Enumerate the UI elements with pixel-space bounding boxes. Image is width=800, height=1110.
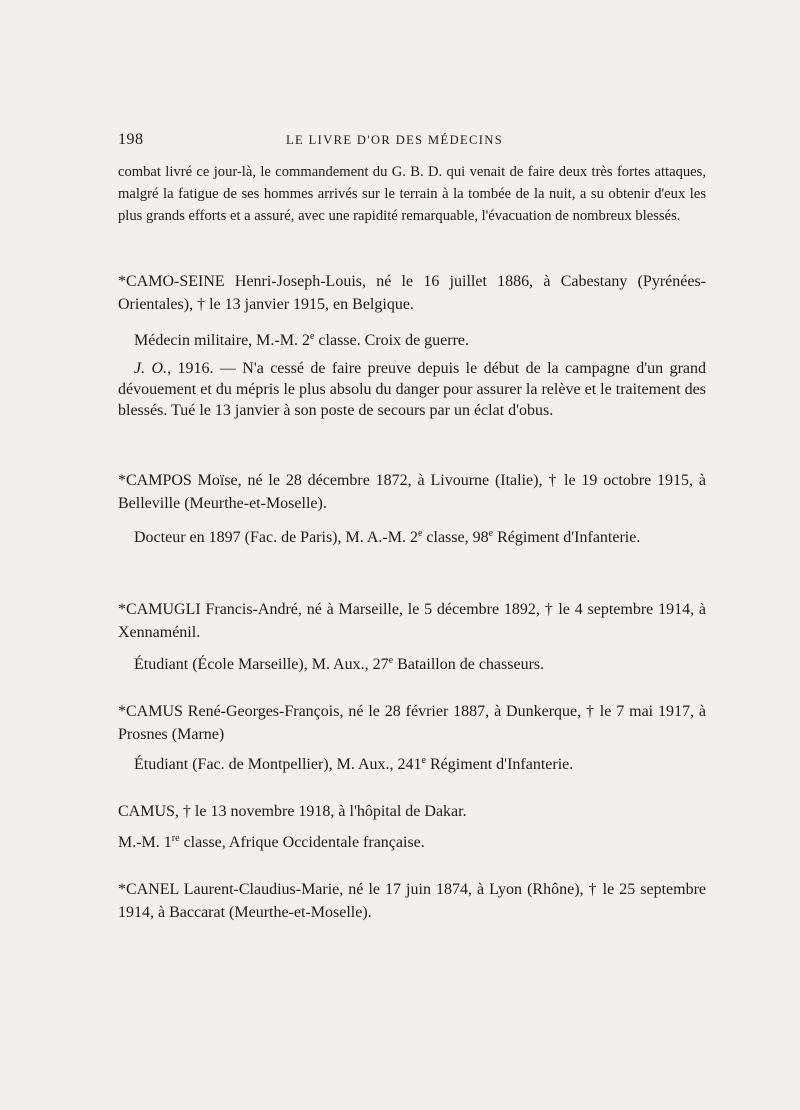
entry-camo-seine-citation — [118, 358, 706, 421]
service-text: classe. Croix de guerre. — [314, 332, 470, 349]
citation-text: , 1916. — N'a cessé de faire preuve depuis le début de la campagne d'un grand dévouement et du mépris le plus absolu du danger pour assurer la relève et le traitement des blessés. Tué le 13 janvier à son poste de secours par un éclat d'obus. — [118, 360, 706, 419]
service-text: Régiment d'Infanterie. — [493, 529, 641, 546]
entry-campos-heading: *CAMPOS Moïse, né le 28 décembre 1872, à Livourne (Italie), † le 19 octobre 1915, à Belleville (Meurthe-et-Moselle). — [118, 472, 706, 512]
superscript: e — [421, 755, 426, 766]
entry-canel-heading: *CANEL Laurent-Claudius-Marie, né le 17 juin 1874, à Lyon (Rhône), † le 25 septembre 1914, à Baccarat (Meurthe-et-Moselle). — [118, 881, 706, 921]
service-text: Médecin militaire, M.-M. 2 — [134, 332, 310, 349]
entry-camo-seine-heading: *CAMO-SEINE Henri-Joseph-Louis, né le 16 juillet 1886, à Cabestany (Pyrénées-Orientales), † le 13 janvier 1915, en Belgique. — [118, 273, 706, 313]
superscript: e — [417, 528, 423, 539]
service-text: Bataillon de chasseurs. — [393, 656, 545, 673]
entry-camugli-heading: *CAMUGLI Francis-André, né à Marseille, le 5 décembre 1892, † le 4 septembre 1914, à Xennaménil. — [118, 601, 706, 641]
service-text: Étudiant (Fac. de Montpellier), M. Aux., 241 — [134, 756, 422, 773]
superscript: e — [309, 331, 315, 342]
service-text: M.-M. 1 — [118, 834, 172, 851]
superscript: e — [388, 655, 394, 666]
page-header — [118, 131, 704, 153]
service-text: classe, 98 — [422, 529, 489, 546]
entry-camugli-service — [118, 650, 706, 677]
service-text: classe, Afrique Occidentale française. — [179, 834, 425, 851]
entry-camo-seine-service — [118, 326, 706, 353]
service-text: Régiment d'Infanterie. — [425, 756, 574, 773]
service-text: Docteur en 1897 (Fac. de Paris), M. A.-M. 2 — [134, 529, 418, 546]
citation-reference: J. O. — [134, 360, 168, 377]
entry-camus-rene-service — [118, 750, 706, 777]
entry-camus-service — [118, 828, 706, 855]
continuation-paragraph: combat livré ce jour-là, le commandement du G. B. D. qui venait de faire deux très fortes attaques, malgré la fatigue de ses hommes arrivés sur le terrain à la tombée de la nuit, a su obtenir d'eux les plus grands efforts et a assuré, avec une rapidité remarquable, l'évacuation de nombreux blessés. — [118, 164, 706, 224]
entry-camus-heading: CAMUS, † le 13 novembre 1918, à l'hôpital de Dakar. — [118, 803, 467, 820]
entry-camus-rene-heading: *CAMUS René-Georges-François, né le 28 février 1887, à Dunkerque, † le 7 mai 1917, à Prosnes (Marne) — [118, 703, 706, 743]
entry-campos-service — [118, 523, 706, 550]
page-number: 198 — [118, 131, 144, 148]
service-text: Étudiant (École Marseille), M. Aux., 27 — [134, 656, 389, 673]
superscript: re — [171, 833, 180, 844]
superscript: e — [488, 528, 494, 539]
running-title: LE LIVRE D'OR DES MÉDECINS — [286, 133, 504, 147]
